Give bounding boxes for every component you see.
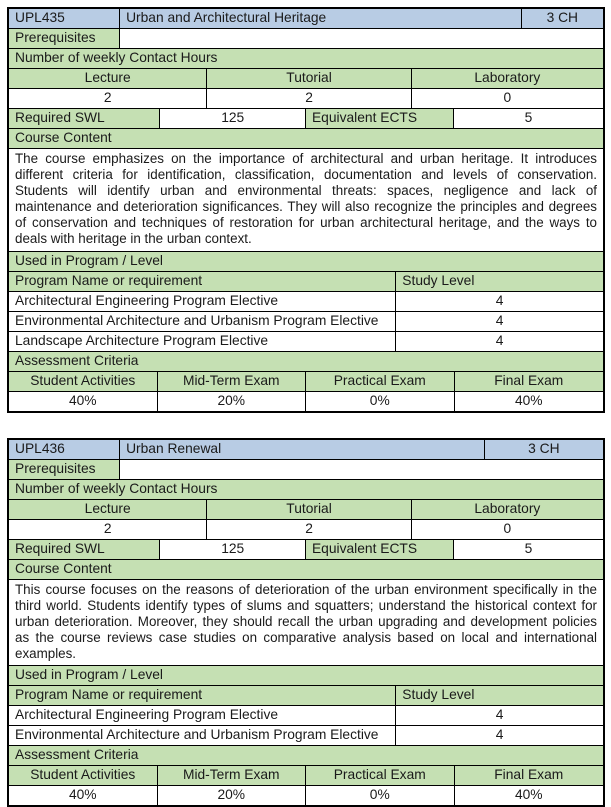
program-level: 4 bbox=[396, 332, 603, 351]
assessment-criteria-label: Assessment Criteria bbox=[9, 352, 603, 371]
credit-hours: 3 CH bbox=[485, 440, 603, 459]
credit-hours: 3 CH bbox=[522, 9, 603, 28]
contact-hours-values-row bbox=[9, 89, 603, 109]
lecture-hours: 2 bbox=[9, 520, 207, 539]
mid-term-exam-value: 20% bbox=[158, 392, 307, 411]
assessment-header-row bbox=[9, 372, 603, 392]
used-in-program-section-row bbox=[9, 666, 603, 686]
equivalent-ects-label: Equivalent ECTS bbox=[306, 540, 454, 559]
practical-exam-value: 0% bbox=[306, 392, 455, 411]
laboratory-hours: 0 bbox=[412, 520, 603, 539]
used-in-program-label: Used in Program / Level bbox=[9, 252, 603, 271]
final-exam-header: Final Exam bbox=[455, 372, 604, 391]
assessment-values-row bbox=[9, 786, 603, 805]
contact-hours-section-row bbox=[9, 49, 603, 69]
final-exam-header: Final Exam bbox=[455, 766, 604, 785]
assessment-values-row bbox=[9, 392, 603, 411]
lecture-header: Lecture bbox=[9, 500, 207, 519]
assessment-header-row bbox=[9, 766, 603, 786]
course-table-upl436 bbox=[7, 438, 605, 807]
program-level: 4 bbox=[396, 726, 603, 745]
program-row bbox=[9, 706, 603, 726]
program-row bbox=[9, 332, 603, 352]
program-header-row bbox=[9, 686, 603, 706]
program-row bbox=[9, 292, 603, 312]
prerequisites-label: Prerequisites bbox=[9, 460, 120, 479]
contact-hours-values-row bbox=[9, 520, 603, 540]
prerequisites-row bbox=[9, 460, 603, 480]
program-name: Landscape Architecture Program Elective bbox=[9, 332, 396, 351]
contact-hours-label: Number of weekly Contact Hours bbox=[9, 480, 603, 499]
laboratory-hours: 0 bbox=[412, 89, 603, 108]
course-content-text: The course emphasizes on the importance of architectural and urban heritage. It introduces different criteria for identification, classification, documentation and levels of conservation. Students will identify urban and environmental threats: spaces, negligence and lack of maintenance and deterioration significances. They will also recognize the principles and degrees of conservation and techniques of restoration for urban architectural heritage, and the ways to deals with heritage in the urban context. bbox=[9, 149, 603, 251]
course-content-row bbox=[9, 149, 603, 252]
program-level: 4 bbox=[396, 312, 603, 331]
assessment-criteria-label: Assessment Criteria bbox=[9, 746, 603, 765]
assessment-section-row bbox=[9, 746, 603, 766]
prerequisites-label: Prerequisites bbox=[9, 29, 120, 48]
contact-hours-section-row bbox=[9, 480, 603, 500]
student-activities-value: 40% bbox=[9, 786, 158, 805]
practical-exam-header: Practical Exam bbox=[306, 766, 455, 785]
program-name: Architectural Engineering Program Elective bbox=[9, 292, 396, 311]
practical-exam-value: 0% bbox=[306, 786, 455, 805]
student-activities-value: 40% bbox=[9, 392, 158, 411]
mid-term-exam-header: Mid-Term Exam bbox=[158, 372, 307, 391]
contact-hours-label: Number of weekly Contact Hours bbox=[9, 49, 603, 68]
swl-ects-row bbox=[9, 540, 603, 560]
course-content-text: This course focuses on the reasons of deterioration of the urban environment specifically in the third world. Students identify types of slums and squatters; understand the historical context for urban deterioration. Moreover, they should recall the urban upgrading and development policies as the course reviews case studies on comparative analysis based on local and international examples. bbox=[9, 580, 603, 665]
student-activities-header: Student Activities bbox=[9, 766, 158, 785]
program-level: 4 bbox=[396, 292, 603, 311]
course-header-row bbox=[9, 440, 603, 460]
program-name-header: Program Name or requirement bbox=[9, 272, 396, 291]
practical-exam-header: Practical Exam bbox=[306, 372, 455, 391]
course-code: UPL436 bbox=[9, 440, 120, 459]
course-content-label: Course Content bbox=[9, 129, 603, 148]
assessment-section-row bbox=[9, 352, 603, 372]
prerequisites-value bbox=[120, 29, 603, 48]
tutorial-hours: 2 bbox=[207, 89, 411, 108]
equivalent-ects-value: 5 bbox=[454, 540, 603, 559]
course-content-label: Course Content bbox=[9, 560, 603, 579]
required-swl-value: 125 bbox=[160, 540, 306, 559]
study-level-header: Study Level bbox=[396, 686, 603, 705]
course-content-row bbox=[9, 580, 603, 666]
course-content-section-row bbox=[9, 560, 603, 580]
mid-term-exam-header: Mid-Term Exam bbox=[158, 766, 307, 785]
required-swl-label: Required SWL bbox=[9, 540, 160, 559]
program-level: 4 bbox=[396, 706, 603, 725]
program-name: Environmental Architecture and Urbanism Program Elective bbox=[9, 312, 396, 331]
program-row bbox=[9, 312, 603, 332]
program-name: Environmental Architecture and Urbanism Program Elective bbox=[9, 726, 396, 745]
tutorial-header: Tutorial bbox=[207, 69, 411, 88]
final-exam-value: 40% bbox=[455, 392, 604, 411]
contact-hours-header-row bbox=[9, 69, 603, 89]
swl-ects-row bbox=[9, 109, 603, 129]
study-level-header: Study Level bbox=[396, 272, 603, 291]
laboratory-header: Laboratory bbox=[412, 500, 603, 519]
program-name-header: Program Name or requirement bbox=[9, 686, 396, 705]
tutorial-hours: 2 bbox=[207, 520, 411, 539]
required-swl-value: 125 bbox=[160, 109, 306, 128]
lecture-hours: 2 bbox=[9, 89, 207, 108]
course-code: UPL435 bbox=[9, 9, 120, 28]
prerequisites-row bbox=[9, 29, 603, 49]
course-title: Urban Renewal bbox=[120, 440, 485, 459]
equivalent-ects-value: 5 bbox=[454, 109, 603, 128]
contact-hours-header-row bbox=[9, 500, 603, 520]
equivalent-ects-label: Equivalent ECTS bbox=[306, 109, 454, 128]
lecture-header: Lecture bbox=[9, 69, 207, 88]
mid-term-exam-value: 20% bbox=[158, 786, 307, 805]
program-name: Architectural Engineering Program Elective bbox=[9, 706, 396, 725]
course-header-row bbox=[9, 9, 603, 29]
laboratory-header: Laboratory bbox=[412, 69, 603, 88]
prerequisites-value bbox=[120, 460, 603, 479]
course-table-upl435 bbox=[7, 7, 605, 413]
tutorial-header: Tutorial bbox=[207, 500, 411, 519]
required-swl-label: Required SWL bbox=[9, 109, 160, 128]
final-exam-value: 40% bbox=[455, 786, 604, 805]
used-in-program-label: Used in Program / Level bbox=[9, 666, 603, 685]
student-activities-header: Student Activities bbox=[9, 372, 158, 391]
used-in-program-section-row bbox=[9, 252, 603, 272]
program-header-row bbox=[9, 272, 603, 292]
course-content-section-row bbox=[9, 129, 603, 149]
course-title: Urban and Architectural Heritage bbox=[120, 9, 522, 28]
program-row bbox=[9, 726, 603, 746]
